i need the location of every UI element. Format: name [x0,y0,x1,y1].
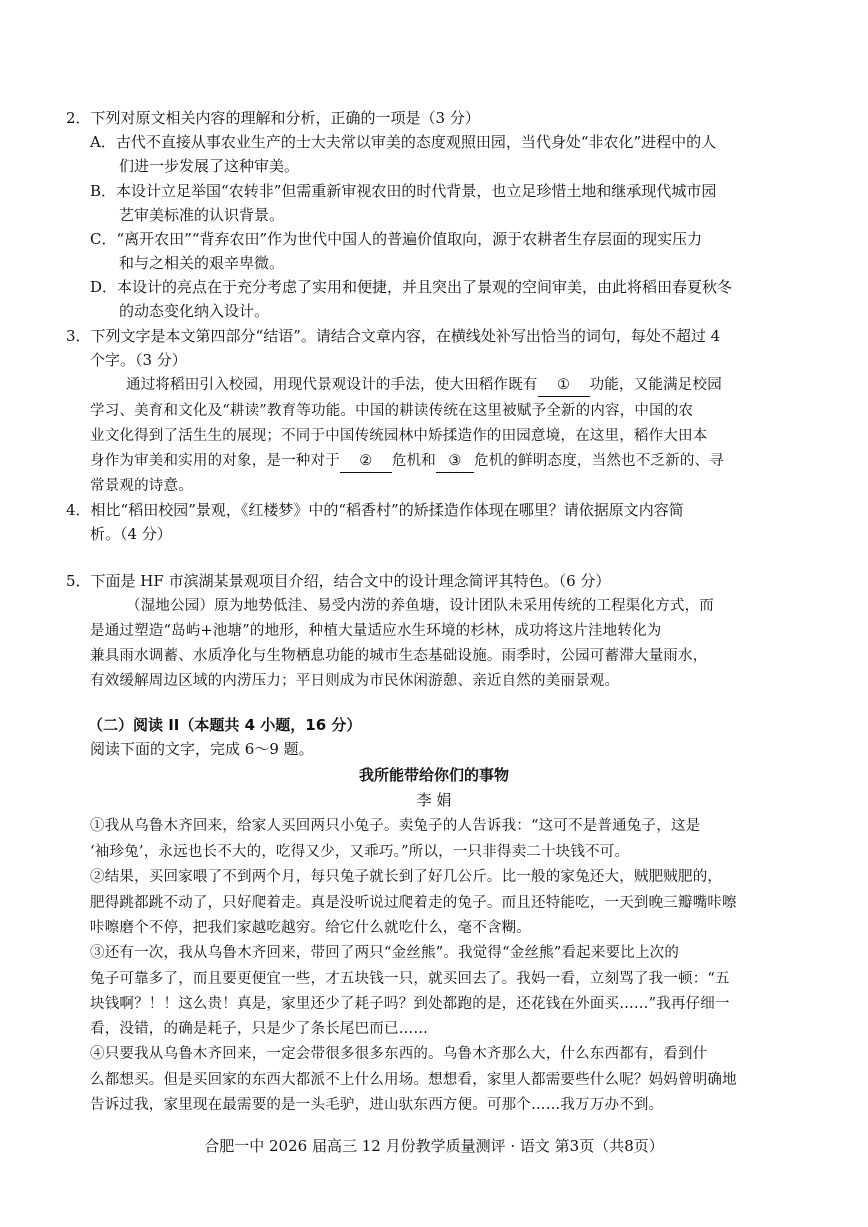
article-paragraph-3-line3: 块钱啊？！！这么贵！真是，家里还少了耗子吗？到处都跑的是，还花钱在外面买……”我再仔细一 [90,996,730,1012]
q5-passage-line4: 有效缓解周边区域的内涝压力；平日则成为市民休闲游憩、亲近自然的美丽景观。 [90,673,620,689]
article-author: 李 娟 [416,791,452,809]
q3-passage-text: 通过将稻田引入校园，用现代景观设计的手法，使大田稻作既有 [126,377,538,393]
q2-option-a-line2: 们进一步发展了这种审美。 [119,157,300,175]
q3-stem-line1: 3．下列文字是本文第四部分“结语”。请结合文章内容，在横线处补写出恰当的词句，每处不超过 4 [66,327,721,345]
q2-option-d-line2: 的动态变化纳入设计。 [119,302,270,320]
q5-passage-line3: 兼具雨水调蓄、水质净化与生物栖息功能的城市生态基础设施。雨季时，公园可蓄滞大量雨水， [90,648,708,664]
q3-passage-line5: 常景观的诗意。 [90,478,193,494]
article-paragraph-1-line2: ‘袖珍兔’，永远也长不大的，吃得又少，又乖巧。”所以，一只非得卖二十块钱不可。 [90,844,630,860]
section-heading: （二）阅读 II（本题共 4 小题，16 分） [88,716,362,734]
q2-option-b-line1: B．本设计立足举国“农转非”但需重新审视农田的时代背景，也立足珍惜土地和继承现代城市园 [90,182,717,200]
page-footer: 合肥一中 2026 届高三 12 月份教学质量测评 · 语文 第3页（共8页） [204,1137,664,1155]
q2-stem: 2．下列对原文相关内容的理解和分析，正确的一项是（3 分） [66,109,480,127]
article-paragraph-3-line2: 兔子可靠多了，而且要更便宜一些，才五块钱一只，就买回去了。我妈一看，立刻骂了我一顿：“五 [90,971,730,987]
q2-option-b-line2: 艺审美标准的认识背景。 [119,206,285,224]
article-paragraph-4-line3: 告诉过我，家里现在最需要的是一头毛驴，进山驮东西方便。可那个……我万万办不到。 [90,1097,664,1113]
q5-passage-line1: （湿地公园）原为地势低洼、易受内涝的养鱼塘，设计团队未采用传统的工程渠化方式，而 [126,598,714,614]
q3-passage-line1 [126,374,722,397]
q5-passage-line2: 是通过塑造“岛屿+池塘”的地形，种植大量适应水生环境的杉林，成功将这片洼地转化为 [90,623,662,639]
q2-option-c-line1: C．“离开农田”“背弃农田”作为世代中国人的普遍价值取向，源于农耕者生存层面的现实压力 [90,230,703,248]
q2-option-d-line1: D．本设计的亮点在于充分考虑了实用和便捷，并且突出了景观的空间审美，由此将稻田春夏秋冬 [90,278,733,296]
q3-blank-1: ① [538,374,590,397]
q3-passage-text: 身作为审美和实用的对象，是一种对于 [90,453,340,469]
article-paragraph-2-line2: 肥得跳都跳不动了，只好爬着走。真是没听说过爬着走的兔子。而且还特能吃，一天到晚三瓣嘴咔嚓 [90,895,737,911]
q5-stem: 5．下面是 HF 市滨湖某景观项目介绍，结合文中的设计理念简评其特色。（6 分） [66,572,611,590]
article-paragraph-2-line3: 咔嚓磨个不停，把我们家越吃越穷。给它什么就吃什么，毫不含糊。 [90,920,531,936]
q3-passage-text: 危机的鲜明态度，当然也不乏新的、寻 [474,453,724,469]
article-paragraph-4-line1: ④只要我从乌鲁木齐回来，一定会带很多很多东西的。乌鲁木齐那么大，什么东西都有，看到什 [90,1046,708,1062]
article-title: 我所能带给你们的事物 [358,766,509,784]
article-paragraph-2-line1: ②结果，买回家喂了不到两个月，每只兔子就长到了好几公斤。比一般的家兔还大，贼肥贼肥的， [90,869,723,885]
q2-option-c-line2: 和与之相关的艰辛卑微。 [119,254,285,272]
q3-passage-line4 [90,450,724,473]
q4-stem-line2: 析。（4 分） [90,525,172,543]
article-paragraph-3-line1: ③还有一次，我从乌鲁木齐回来，带回了两只“金丝熊”。我觉得“金丝熊”看起来要比上次的 [90,945,680,961]
q3-stem-line2: 个字。（3 分） [90,351,187,369]
q3-passage-text: 功能，又能满足校园 [589,377,722,393]
q3-blank-3: ③ [436,450,474,473]
q2-option-a-line1: A．古代不直接从事农业生产的士大夫常以审美的态度观照田园，当代身处“非农化”进程中的人 [90,133,717,151]
q4-stem-line1: 4．相比“稻田校园”景观，《红楼梦》中的“稻香村”的矫揉造作体现在哪里？请依据原文内容简 [66,501,684,519]
article-paragraph-3-line4: 看，没错，的确是耗子，只是少了条长尾巴而已…… [90,1021,429,1037]
article-paragraph-4-line2: 么都想买。但是买回家的东西大都派不上什么用场。想想看，家里人都需要些什么呢？妈妈曾明确地 [90,1072,737,1088]
q3-passage-line2: 学习、美育和文化及“耕读”教育等功能。中国的耕读传统在这里被赋予全新的内容，中国的农 [90,403,694,419]
article-paragraph-1-line1: ①我从乌鲁木齐回来，给家人买回两只小兔子。卖兔子的人告诉我：“这可不是普通兔子，这是 [90,818,701,834]
section-instruction: 阅读下面的文字，完成 6～9 题。 [90,740,314,758]
q3-passage-line3: 业文化得到了活生生的展现；不同于中国传统园林中矫揉造作的田园意境，在这里，稻作大田本 [90,428,708,444]
q3-passage-text: 危机和 [391,453,437,469]
q3-blank-2: ② [340,450,392,473]
